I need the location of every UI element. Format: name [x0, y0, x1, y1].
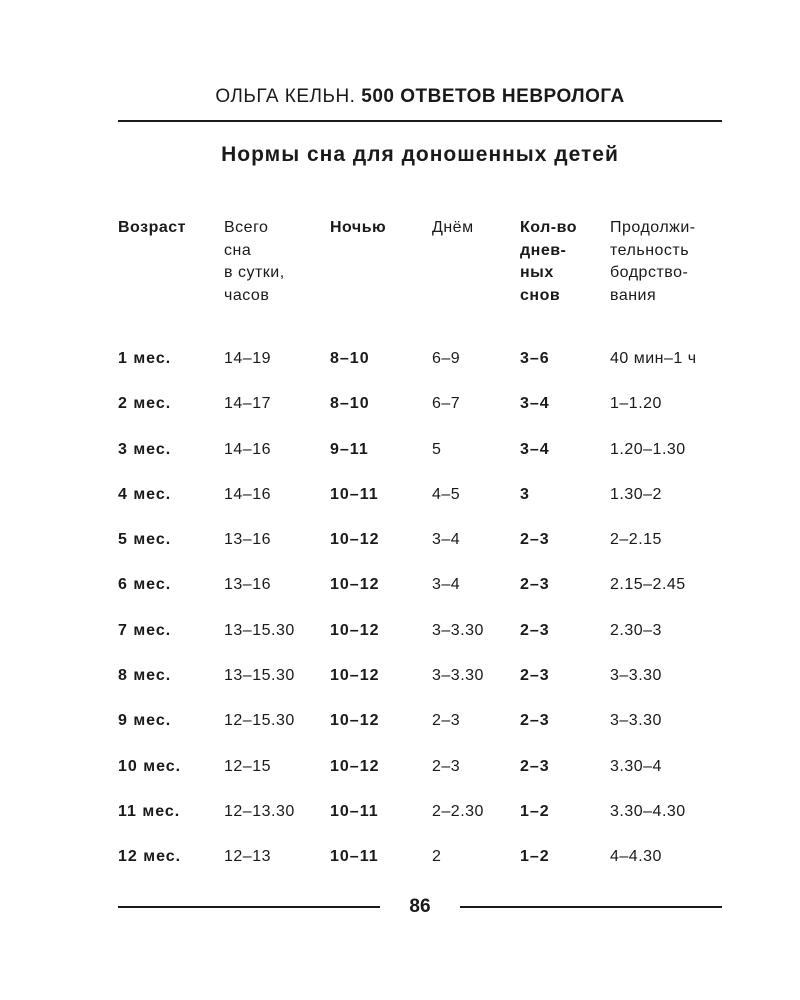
cell-night: 10–12	[330, 621, 380, 639]
page-footer	[118, 896, 722, 920]
cell-night: 8–10	[330, 350, 370, 367]
cell-age: 2 мес.	[118, 395, 172, 413]
cell-day: 2–2.30	[432, 802, 484, 820]
cell-night: 10–11	[330, 848, 379, 866]
cell-naps-count: 2–3	[520, 531, 550, 549]
running-head	[118, 86, 722, 108]
cell-naps-count: 1–2	[520, 802, 550, 820]
cell-naps-count: 2–3	[520, 667, 550, 685]
cell-wake-duration: 1–1.20	[610, 395, 662, 413]
table-row	[118, 667, 722, 712]
cell-wake-duration: 2–2.15	[610, 531, 662, 549]
header-divider	[118, 120, 722, 122]
cell-day: 3–3.30	[432, 621, 484, 639]
cell-total-sleep: 14–16	[224, 440, 271, 458]
header-line: вания	[610, 286, 657, 304]
cell-total-sleep: 12–13.30	[224, 802, 295, 820]
cell-naps-count: 3–6	[520, 350, 550, 367]
cell-wake-duration: 3–3.30	[610, 667, 662, 685]
cell-age: 8 мес.	[118, 667, 172, 685]
cell-naps-count: 3–4	[520, 395, 550, 413]
cell-wake-duration: 4–4.30	[610, 848, 662, 866]
running-head-book-title: 500 ОТВЕТОВ НЕВРОЛОГА	[361, 86, 625, 107]
cell-age: 4 мес.	[118, 485, 172, 503]
header-line: сна	[224, 241, 252, 259]
cell-age: 5 мес.	[118, 531, 172, 549]
table-row	[118, 531, 722, 576]
cell-age: 9 мес.	[118, 712, 172, 730]
cell-wake-duration: 2.30–3	[610, 621, 662, 639]
page-number: 86	[409, 896, 431, 917]
cell-naps-count: 2–3	[520, 712, 550, 730]
table-body	[118, 350, 722, 894]
header-line: Днём	[432, 219, 474, 236]
table-header-row	[118, 217, 722, 350]
table-row	[118, 758, 722, 803]
header-line: часов	[224, 286, 270, 304]
cell-total-sleep: 12–15	[224, 757, 271, 775]
header-line: Возраст	[118, 219, 186, 236]
cell-naps-count: 2–3	[520, 757, 550, 775]
cell-night: 10–12	[330, 667, 380, 685]
header-line: Кол-во	[520, 219, 578, 236]
cell-wake-duration: 1.20–1.30	[610, 440, 686, 458]
cell-age: 10 мес.	[118, 757, 182, 775]
cell-night: 10–12	[330, 712, 380, 730]
table-row	[118, 350, 722, 395]
cell-day: 3–4	[432, 531, 461, 549]
cell-age: 12 мес.	[118, 848, 182, 866]
cell-total-sleep: 13–16	[224, 576, 271, 594]
cell-day: 2	[432, 848, 442, 866]
cell-wake-duration: 2.15–2.45	[610, 576, 686, 594]
cell-night: 10–12	[330, 757, 380, 775]
cell-total-sleep: 12–13	[224, 848, 271, 866]
cell-total-sleep: 13–15.30	[224, 621, 295, 639]
header-line: в сутки,	[224, 264, 285, 281]
cell-total-sleep: 14–19	[224, 350, 271, 367]
cell-day: 6–9	[432, 350, 461, 367]
header-total-sleep	[224, 217, 330, 350]
cell-wake-duration: 3–3.30	[610, 712, 662, 730]
cell-age: 7 мес.	[118, 621, 172, 639]
cell-day: 3–4	[432, 576, 461, 594]
sleep-norms-table	[118, 217, 722, 894]
cell-naps-count: 1–2	[520, 848, 550, 866]
cell-age: 3 мес.	[118, 440, 172, 458]
header-night	[330, 217, 432, 350]
cell-wake-duration: 1.30–2	[610, 485, 662, 503]
cell-total-sleep: 14–17	[224, 395, 271, 413]
header-wake-duration	[610, 217, 722, 350]
table-row	[118, 395, 722, 440]
cell-age: 1 мес.	[118, 350, 172, 367]
cell-day: 4–5	[432, 485, 461, 503]
header-age	[118, 217, 224, 350]
cell-day: 6–7	[432, 395, 461, 413]
header-line: Продолжи-	[610, 219, 696, 236]
cell-wake-duration: 3.30–4	[610, 757, 662, 775]
table-row	[118, 848, 722, 893]
table-row	[118, 486, 722, 531]
cell-naps-count: 3–4	[520, 440, 550, 458]
header-line: бодрство-	[610, 264, 689, 281]
cell-total-sleep: 12–15.30	[224, 712, 295, 730]
header-line: Ночью	[330, 219, 387, 236]
cell-night: 10–12	[330, 531, 380, 549]
cell-night: 10–11	[330, 802, 379, 820]
cell-naps-count: 3	[520, 485, 530, 503]
cell-naps-count: 2–3	[520, 576, 550, 594]
header-line: днев-	[520, 241, 567, 259]
cell-day: 2–3	[432, 757, 461, 775]
cell-day: 2–3	[432, 712, 461, 730]
cell-total-sleep: 14–16	[224, 485, 271, 503]
cell-age: 11 мес.	[118, 802, 181, 820]
cell-wake-duration: 40 мин–1 ч	[610, 350, 697, 367]
footer-divider-right	[460, 906, 722, 908]
cell-night: 10–11	[330, 485, 379, 503]
header-naps-count	[520, 217, 610, 350]
table-row	[118, 803, 722, 848]
page-title: Нормы сна для доношенных детей	[221, 143, 619, 166]
header-line: Всего	[224, 219, 269, 236]
cell-day: 3–3.30	[432, 667, 484, 685]
cell-day: 5	[432, 440, 442, 458]
table-row	[118, 441, 722, 486]
header-line: тельность	[610, 241, 690, 259]
cell-total-sleep: 13–16	[224, 531, 271, 549]
header-day	[432, 217, 520, 350]
table-row	[118, 712, 722, 757]
running-head-author: ОЛЬГА КЕЛЬН.	[215, 86, 356, 107]
cell-night: 8–10	[330, 395, 370, 413]
header-line: ных	[520, 264, 554, 281]
cell-night: 9–11	[330, 440, 369, 458]
table-row	[118, 622, 722, 667]
cell-naps-count: 2–3	[520, 621, 550, 639]
table-row	[118, 576, 722, 621]
header-line: снов	[520, 286, 561, 304]
cell-age: 6 мес.	[118, 576, 172, 594]
cell-night: 10–12	[330, 576, 380, 594]
cell-wake-duration: 3.30–4.30	[610, 802, 686, 820]
cell-total-sleep: 13–15.30	[224, 667, 295, 685]
